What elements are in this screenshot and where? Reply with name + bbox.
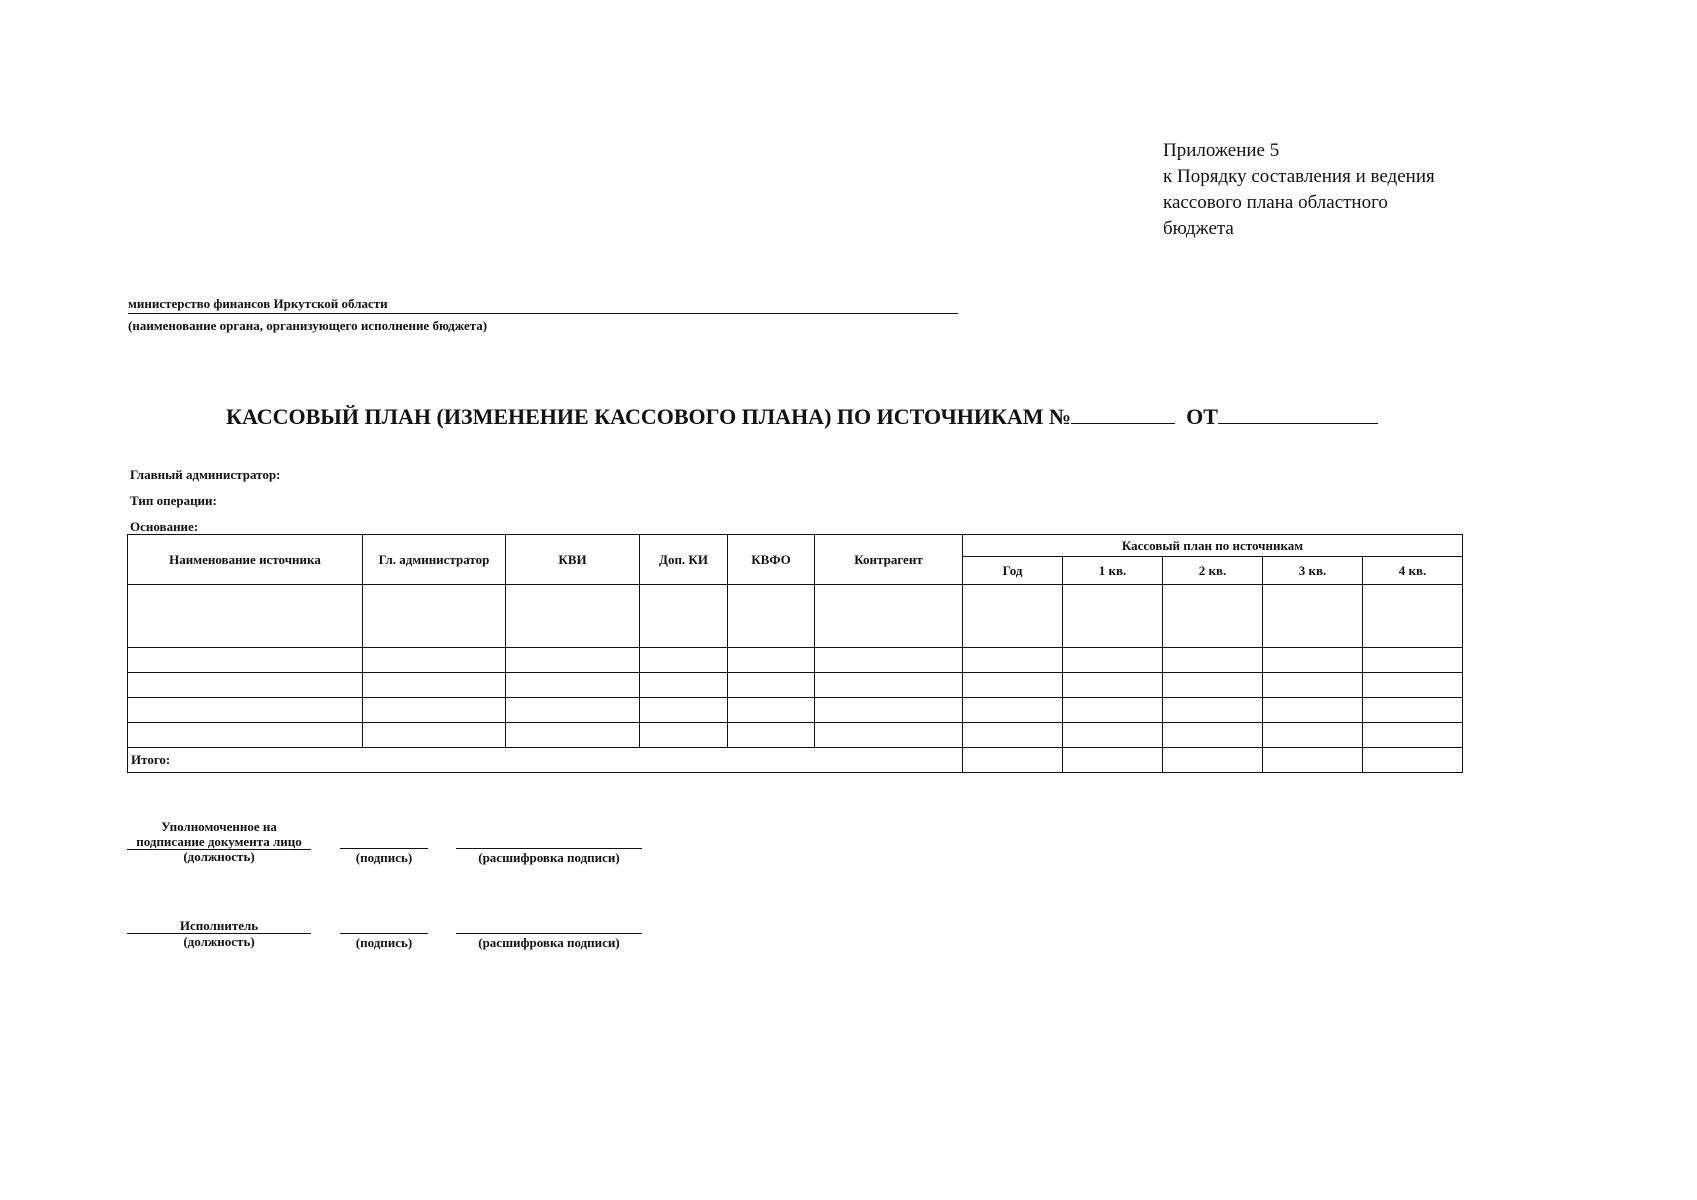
table-cell[interactable] [1363, 698, 1463, 723]
authorized-signature-caption: (подпись) [355, 850, 413, 865]
table-cell[interactable] [128, 648, 363, 673]
table-row [128, 673, 1463, 698]
table-cell[interactable] [963, 723, 1063, 748]
table-cell[interactable] [506, 648, 640, 673]
table-cell[interactable] [640, 698, 728, 723]
header-plan-group: Кассовый план по источникам [963, 535, 1463, 557]
table-cell[interactable] [815, 585, 963, 648]
table-cell[interactable] [1163, 723, 1263, 748]
authorized-signature-line [340, 848, 428, 849]
total-cell[interactable] [963, 748, 1063, 773]
table-cell[interactable] [506, 585, 640, 648]
table-cell[interactable] [963, 648, 1063, 673]
appendix-line: бюджета [1163, 218, 1234, 239]
table-row [128, 698, 1463, 723]
table-cell[interactable] [815, 648, 963, 673]
authorized-decode-line [456, 848, 642, 849]
total-label: Итого: [128, 748, 963, 773]
executor-label: Исполнитель [179, 918, 259, 933]
table-cell[interactable] [963, 673, 1063, 698]
authorized-line2: подписание документа лицо [136, 834, 302, 849]
table-row [128, 648, 1463, 673]
title-from-label: ОТ [1186, 404, 1218, 429]
table-cell[interactable] [815, 673, 963, 698]
header-year: Год [963, 557, 1063, 585]
appendix-line: кассового плана областного [1163, 192, 1388, 213]
table-cell[interactable] [1363, 723, 1463, 748]
title-text: КАССОВЫЙ ПЛАН (ИЗМЕНЕНИЕ КАССОВОГО ПЛАНА) ПО ИСТОЧНИКАМ № [226, 404, 1072, 429]
table-header-row [128, 535, 1463, 557]
table-cell[interactable] [728, 723, 815, 748]
total-cell[interactable] [1163, 748, 1263, 773]
table-cell[interactable] [363, 698, 506, 723]
title-date-field [1218, 405, 1378, 424]
table-cell[interactable] [640, 585, 728, 648]
table-cell[interactable] [728, 698, 815, 723]
table-cell[interactable] [1163, 673, 1263, 698]
header-q2: 2 кв. [1163, 557, 1263, 585]
table-cell[interactable] [1363, 648, 1463, 673]
table-cell[interactable] [1263, 673, 1363, 698]
table-cell[interactable] [815, 698, 963, 723]
header-kvfo: КВФО [728, 535, 815, 585]
organization-caption: (наименование органа, организующего исполнение бюджета) [128, 318, 488, 333]
table-cell[interactable] [1163, 648, 1263, 673]
table-cell[interactable] [1063, 648, 1163, 673]
appendix-note [1163, 138, 1435, 242]
table-cell[interactable] [963, 698, 1063, 723]
table-cell[interactable] [128, 698, 363, 723]
table-cell[interactable] [128, 585, 363, 648]
header-kvi: КВИ [506, 535, 640, 585]
authorized-person-label [127, 819, 311, 849]
cash-plan-table [127, 534, 1463, 773]
table-cell[interactable] [363, 673, 506, 698]
table-cell[interactable] [640, 648, 728, 673]
table-cell[interactable] [1263, 648, 1363, 673]
table-cell[interactable] [363, 585, 506, 648]
table-cell[interactable] [640, 673, 728, 698]
table-cell[interactable] [1163, 698, 1263, 723]
table-cell[interactable] [506, 698, 640, 723]
table-cell[interactable] [963, 585, 1063, 648]
table-cell[interactable] [1363, 673, 1463, 698]
organization-name: министерство финансов Иркутской области [128, 296, 958, 314]
chief-admin-label: Главный администратор: [130, 467, 281, 482]
table-cell[interactable] [728, 585, 815, 648]
total-cell[interactable] [1263, 748, 1363, 773]
table-cell[interactable] [128, 673, 363, 698]
table-cell[interactable] [363, 723, 506, 748]
header-chief-admin: Гл. администратор [363, 535, 506, 585]
authorized-decode-caption: (расшифровка подписи) [478, 850, 620, 865]
table-cell[interactable] [1063, 723, 1163, 748]
document-title [226, 404, 1378, 430]
executor-signature-line [340, 933, 428, 934]
appendix-line: к Порядку составления и ведения [1163, 166, 1435, 187]
total-cell[interactable] [1063, 748, 1163, 773]
table-cell[interactable] [1363, 585, 1463, 648]
table-cell[interactable] [128, 723, 363, 748]
authorized-position-caption: (должность) [183, 849, 255, 864]
table-cell[interactable] [1063, 698, 1163, 723]
appendix-line: Приложение 5 [1163, 140, 1280, 161]
title-number-field [1071, 405, 1175, 424]
authorized-line1: Уполномоченное на [161, 819, 277, 834]
table-cell[interactable] [1263, 723, 1363, 748]
table-cell[interactable] [728, 673, 815, 698]
table-total-row [128, 748, 1463, 773]
executor-signature-caption: (подпись) [355, 935, 413, 950]
table-cell[interactable] [1063, 585, 1163, 648]
executor-position-caption: (должность) [183, 934, 255, 949]
table-cell[interactable] [363, 648, 506, 673]
table-cell[interactable] [1063, 673, 1163, 698]
header-source-name: Наименование источника [128, 535, 363, 585]
table-cell[interactable] [1163, 585, 1263, 648]
table-cell[interactable] [640, 723, 728, 748]
total-cell[interactable] [1363, 748, 1463, 773]
basis-label: Основание: [130, 519, 199, 534]
header-dop-ki: Доп. КИ [640, 535, 728, 585]
header-q3: 3 кв. [1263, 557, 1363, 585]
table-cell[interactable] [1263, 585, 1363, 648]
executor-decode-line [456, 933, 642, 934]
table-cell[interactable] [815, 723, 963, 748]
header-q1: 1 кв. [1063, 557, 1163, 585]
executor-decode-caption: (расшифровка подписи) [478, 935, 620, 950]
operation-type-label: Тип операции: [130, 493, 217, 508]
table-cell[interactable] [1263, 698, 1363, 723]
table-cell[interactable] [728, 648, 815, 673]
table-row [128, 723, 1463, 748]
header-counterparty: Контрагент [815, 535, 963, 585]
table-row [128, 585, 1463, 648]
table-cell[interactable] [506, 723, 640, 748]
header-q4: 4 кв. [1363, 557, 1463, 585]
table-cell[interactable] [506, 673, 640, 698]
